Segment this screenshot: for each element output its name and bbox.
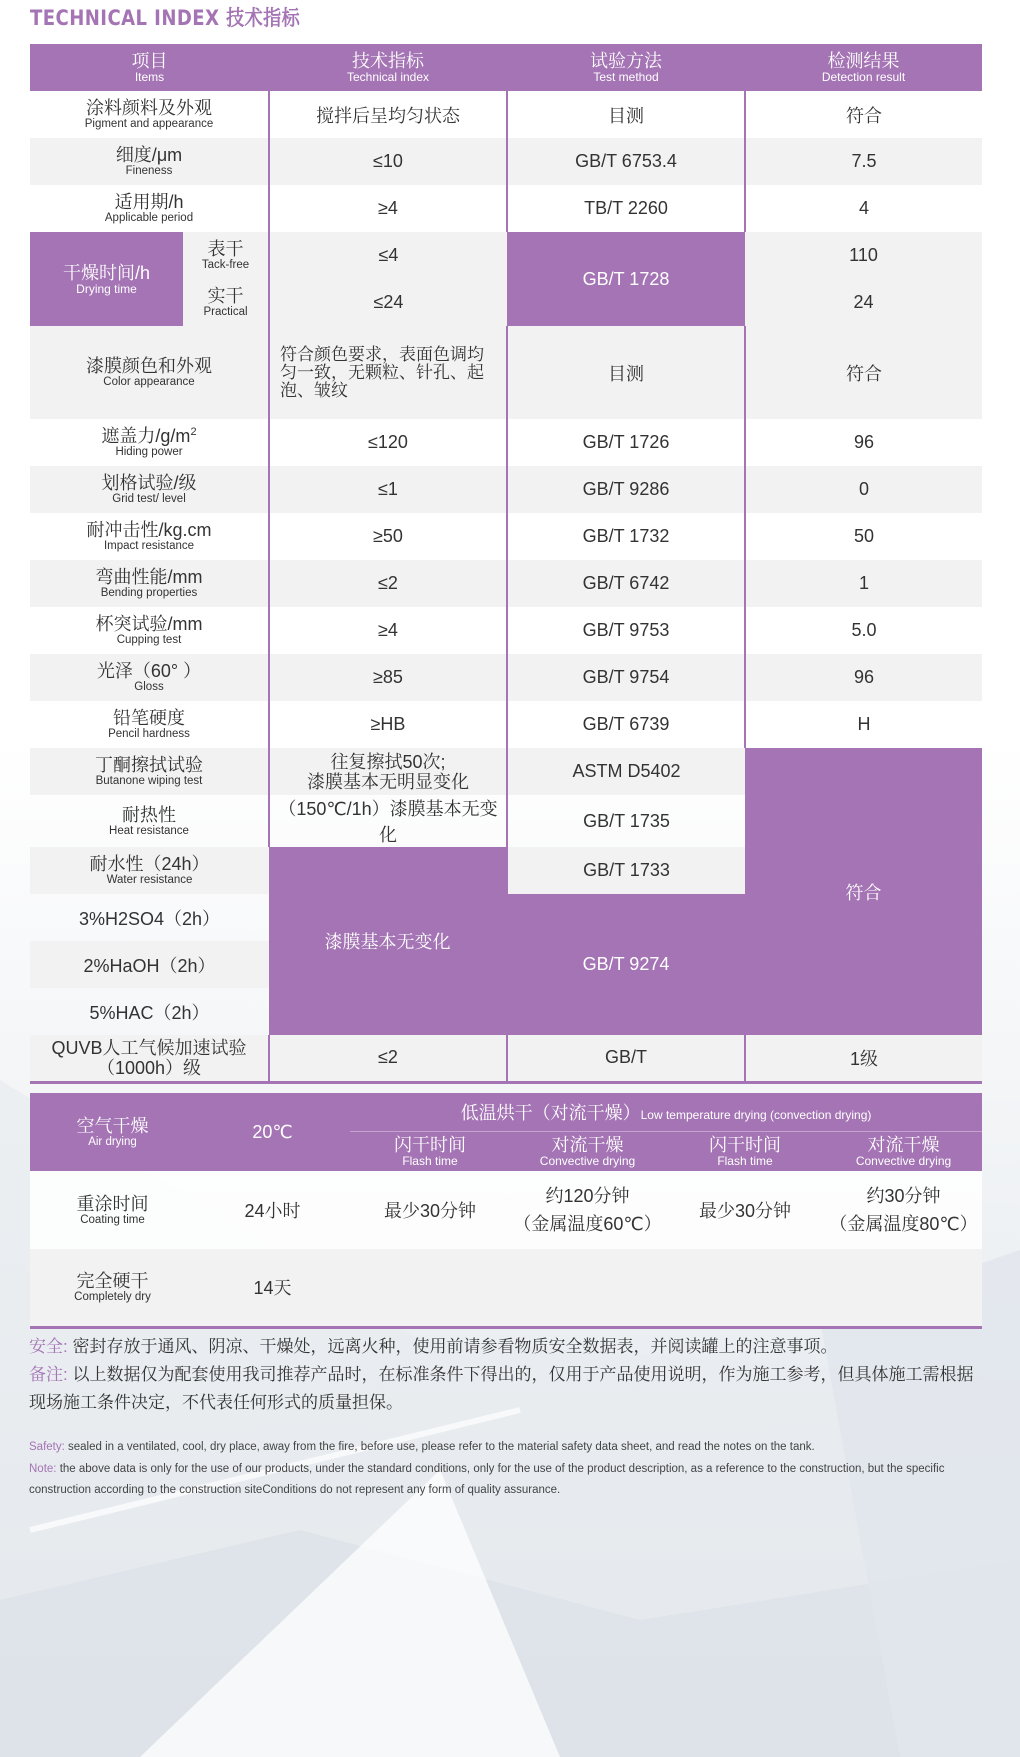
item-label: 3%H2SO4（2h） — [78, 908, 221, 929]
index-cell: ≤120 — [269, 419, 507, 466]
drying-time-label: 干燥时间/h Drying time — [30, 232, 183, 326]
result-cell: 符合 — [745, 91, 982, 138]
convective-drying-value: 约120分钟 （金属温度60℃） — [513, 1186, 662, 1234]
convective-drying-value: 约30分钟 （金属温度80℃） — [829, 1186, 978, 1234]
item-label: QUVB人工气候加速试验 （1000h）级 — [30, 1035, 269, 1082]
item-label: 涂料颜料及外观 Pigment and appearance — [84, 98, 214, 130]
safety-note-en: Safety: sealed in a ventilated, cool, dry place, away from the fire, before use, please refer to the material safety data sheet, and read the notes on the tank. — [29, 1441, 815, 1453]
index-cell: ≤24 — [269, 279, 507, 326]
item-label: 耐热性 Heat resistance — [109, 804, 189, 837]
result-cell: 1 — [745, 560, 982, 607]
method-cell: GB/T 9753 — [507, 607, 745, 654]
air-drying-label: 空气干燥 Air drying — [30, 1093, 195, 1171]
table-row — [30, 607, 982, 654]
temperature-label: 20℃ — [195, 1093, 350, 1171]
method-cell: GB/T 1733 — [507, 847, 745, 894]
method-cell: GB/T 1732 — [507, 513, 745, 560]
item-label: 耐水性（24h） Water resistance — [30, 847, 269, 894]
result-cell: 110 — [745, 232, 982, 279]
air-drying-value: 14天 — [195, 1249, 350, 1327]
method-cell: GB/T — [507, 1035, 745, 1082]
result-cell: 96 — [745, 419, 982, 466]
notes-en — [29, 1437, 989, 1502]
chem-method-cell: GB/T 9274 — [507, 894, 745, 1035]
header-detection-result: 检测结果 Detection result — [745, 44, 982, 91]
table-row — [30, 654, 982, 701]
result-cell: 7.5 — [745, 138, 982, 185]
table-row — [30, 1171, 982, 1249]
complete-cure-label: 完全硬干 Completely dry — [30, 1249, 195, 1327]
technical-index-table — [30, 44, 982, 1084]
header-items: 项目 Items — [30, 44, 269, 91]
table-row — [30, 701, 982, 748]
index-cell: 符合颜色要求，表面色调均匀一致，无颗粒、针孔、起泡、皱纹 — [269, 326, 507, 419]
result-cell: 24 — [745, 279, 982, 326]
result-cell: 1级 — [745, 1035, 982, 1082]
result-cell: 96 — [745, 654, 982, 701]
index-cell: ≥4 — [269, 185, 507, 232]
empty-cell — [350, 1249, 982, 1327]
result-cell: 符合 — [745, 326, 982, 419]
method-cell: GB/T 9754 — [507, 654, 745, 701]
practical-label: 实干 Practical — [183, 279, 269, 326]
table-row — [30, 232, 982, 279]
drying-header-row — [30, 1093, 982, 1131]
method-cell: GB/T 9286 — [507, 466, 745, 513]
drying-method-cell: GB/T 1728 — [507, 232, 745, 326]
flash-time-header: 闪干时间 Flash time — [665, 1131, 825, 1171]
low-temp-drying-label: 低温烘干（对流干燥）Low temperature drying (convection drying) — [350, 1093, 982, 1131]
result-cell: H — [745, 701, 982, 748]
result-cell: 5.0 — [745, 607, 982, 654]
header-test-method: 试验方法 Test method — [507, 44, 745, 91]
flash-time-value: 最少30分钟 — [698, 1201, 792, 1221]
item-label: 铅笔硬度 Pencil hardness — [108, 708, 190, 740]
result-cell: 50 — [745, 513, 982, 560]
note-en: Note: the above data is only for the use of our products, under the standard conditions, only for the use of the product description, as a reference to the construction, but the specific construction according to the construction siteConditions do not represent any form of quality assurance. — [29, 1462, 945, 1496]
table-row — [30, 513, 982, 560]
table-row — [30, 1035, 982, 1082]
item-label: 漆膜颜色和外观 Color appearance — [30, 326, 269, 419]
method-cell: 目测 — [507, 326, 745, 419]
drying-conditions-table — [30, 1093, 982, 1329]
header-technical-index: 技术指标 Technical index — [269, 44, 507, 91]
method-cell: GB/T 1735 — [507, 795, 745, 847]
method-cell: TB/T 2260 — [507, 185, 745, 232]
method-cell: 目测 — [507, 91, 745, 138]
index-cell: ≥HB — [269, 701, 507, 748]
flash-time-value: 最少30分钟 — [383, 1201, 477, 1221]
index-cell: ≥50 — [269, 513, 507, 560]
recoat-time-label: 重涂时间 Coating time — [76, 1193, 149, 1226]
item-label: 2%HaOH（2h） — [30, 941, 269, 988]
index-cell: ≤10 — [269, 138, 507, 185]
item-label: 弯曲性能/mm Bending properties — [30, 560, 269, 607]
table-row — [30, 466, 982, 513]
flash-time-header: 闪干时间 Flash time — [350, 1131, 510, 1171]
notes-section — [29, 1333, 989, 1502]
method-cell: GB/T 1726 — [507, 419, 745, 466]
remark-note-cn: 备注: 以上数据仅为配套使用我司推荐产品时，在标准条件下得出的，仅用于产品使用说明，作为施工参考，但具体施工需根据现场施工条件决定，不代表任何形式的质量担保。 — [29, 1365, 974, 1412]
item-label: 杯突试验/mm Cupping test — [95, 614, 203, 646]
tack-free-label: 表干 Tack-free — [183, 232, 269, 279]
index-cell: 往复擦拭50次; 漆膜基本无明显变化 — [269, 748, 507, 795]
index-cell: （150℃/1h）漆膜基本无变化 — [269, 795, 507, 847]
index-cell: ≤4 — [269, 232, 507, 279]
method-cell: ASTM D5402 — [507, 748, 745, 795]
index-cell: ≥4 — [269, 607, 507, 654]
safety-note-cn: 安全: 密封存放于通风、阴凉、干燥处，远离火种，使用前请参看物质安全数据表，并阅读罐上的注意事项。 — [29, 1337, 838, 1356]
method-cell: GB/T 6742 — [507, 560, 745, 607]
item-label: 划格试验/级 Grid test/ level — [30, 466, 269, 513]
table-header-row — [30, 44, 982, 91]
index-cell: 搅拌后呈均匀状态 — [269, 91, 507, 138]
merged-result-cell: 符合 — [745, 748, 982, 1035]
index-cell: ≤2 — [269, 1035, 507, 1082]
item-label: 5%HAC（2h） — [89, 1002, 210, 1023]
table-row — [30, 560, 982, 607]
result-cell: 4 — [745, 185, 982, 232]
table-row — [30, 185, 982, 232]
item-label: 丁酮擦拭试验 Butanone wiping test — [30, 748, 269, 795]
method-cell: GB/T 6753.4 — [507, 138, 745, 185]
table-row — [30, 1249, 982, 1327]
item-label: 耐冲击性/kg.cm Impact resistance — [86, 520, 212, 552]
table-row — [30, 326, 982, 419]
item-label: 细度/μm Fineness — [30, 138, 269, 185]
item-label: 遮盖力$/g/m^2$ Hiding power — [101, 426, 197, 458]
index-cell: ≤2 — [269, 560, 507, 607]
table-row — [30, 91, 982, 138]
method-cell: GB/T 6739 — [507, 701, 745, 748]
table-row — [30, 138, 982, 185]
table-row — [30, 748, 982, 795]
convective-drying-header: 对流干燥 Convective drying — [510, 1131, 665, 1171]
air-drying-value: 24小时 — [244, 1201, 301, 1221]
convective-drying-header: 对流干燥 Convective drying — [825, 1131, 982, 1171]
item-label: 光泽（60° ） Gloss — [30, 654, 269, 701]
index-cell: ≥85 — [269, 654, 507, 701]
page-title: TECHNICAL INDEX 技术指标 — [30, 6, 301, 30]
table-row — [30, 419, 982, 466]
index-cell: ≤1 — [269, 466, 507, 513]
item-label: 适用期/h Applicable period — [104, 192, 194, 224]
chem-index-cell: 漆膜基本无变化 — [269, 847, 507, 1035]
result-cell: 0 — [745, 466, 982, 513]
